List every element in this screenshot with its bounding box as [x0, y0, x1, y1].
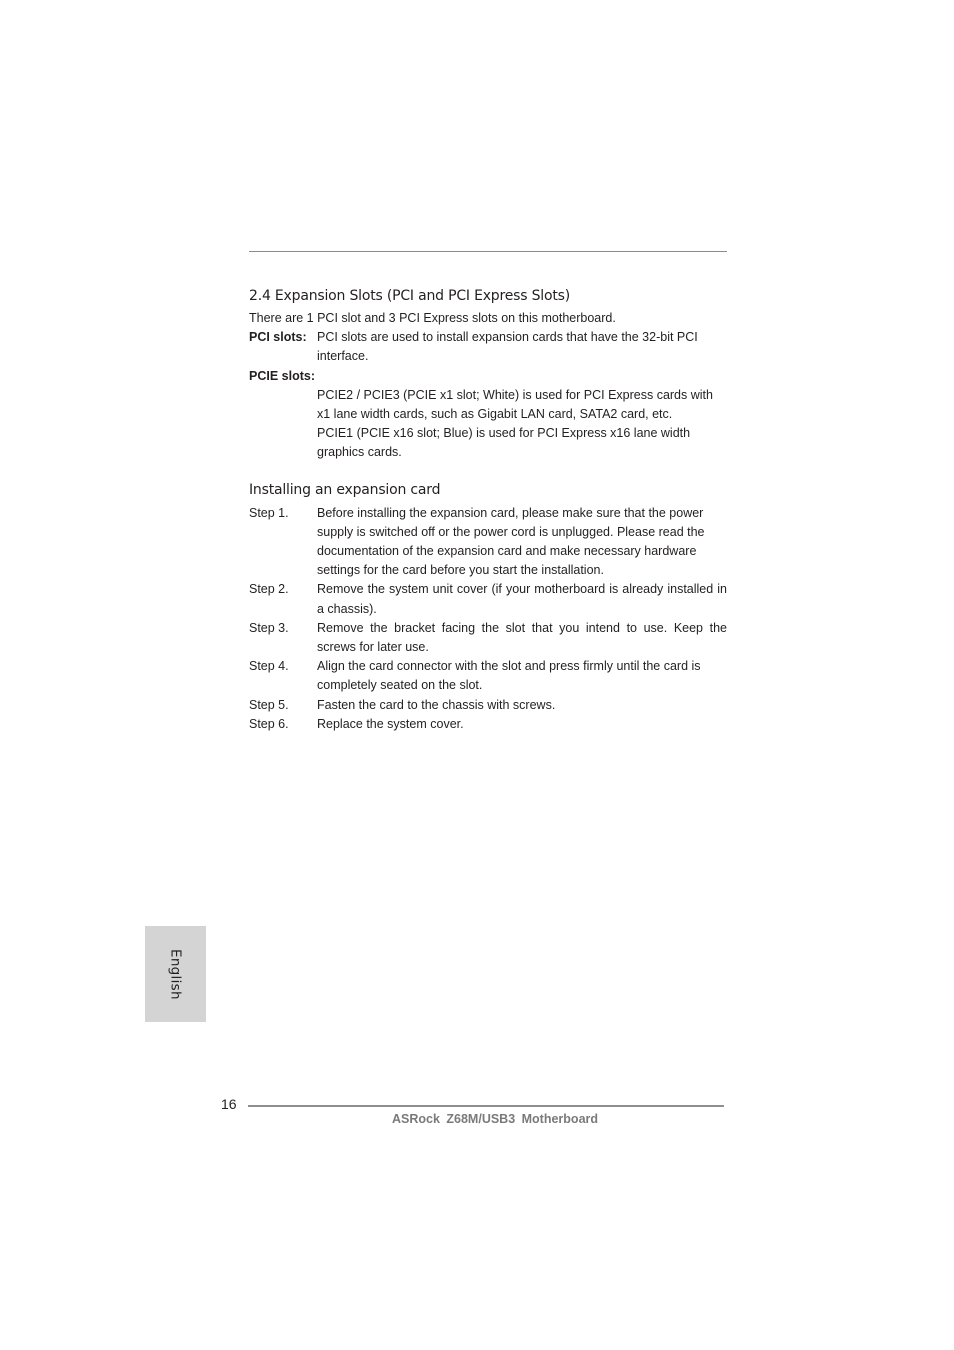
header-divider [249, 251, 727, 252]
step-label: Step 4. [249, 659, 289, 674]
pci-slots-definition [249, 328, 727, 366]
step-text: Remove the bracket facing the slot that you intend to use. Keep the screws for later use. [317, 620, 727, 655]
pci-slots-description: PCI slots are used to install expansion cards that have the 32-bit PCI interface. [317, 330, 698, 364]
step-label: Step 1. [249, 505, 289, 520]
language-tab [145, 926, 206, 1022]
footer-title: ASRock Z68M/USB3 Motherboard [391, 1112, 599, 1126]
install-step [249, 696, 727, 715]
pcie-slots-item-1: PCIE2 / PCIE3 (PCIE x1 slot; White) is used for PCI Express cards with x1 lane width cards, such as Gigabit LAN card, SATA2 card, etc. [317, 387, 713, 422]
install-step [249, 504, 727, 581]
step-text: Before installing the expansion card, please make sure that the power supply is switched off or the power cord is unplugged. Please read the documentation of the expansion card and make necessary hardware settings for the card before you start the installation. [317, 505, 705, 578]
section-intro: There are 1 PCI slot and 3 PCI Express slots on this motherboard. [249, 311, 616, 325]
step-text: Replace the system cover. [317, 716, 464, 731]
pcie-slots-term: PCIE slots: [249, 368, 315, 383]
language-label: English [167, 948, 184, 1000]
install-step [249, 715, 727, 734]
step-text: Fasten the card to the chassis with screws. [317, 697, 556, 712]
step-text: Align the card connector with the slot and press firmly until the card is completely seated on the slot. [317, 659, 701, 693]
install-step [249, 657, 727, 695]
pcie-slots-definition [249, 367, 727, 386]
step-label: Step 5. [249, 697, 289, 712]
pci-slots-term: PCI slots: [249, 330, 307, 345]
step-text: Remove the system unit cover (if your motherboard is already installed in a chassis). [317, 582, 727, 616]
step-label: Step 6. [249, 716, 289, 731]
step-label: Step 3. [249, 620, 289, 635]
footer-divider [248, 1105, 724, 1107]
page-content [249, 286, 727, 734]
step-label: Step 2. [249, 582, 289, 597]
section-heading: 2.4 Expansion Slots (PCI and PCI Express Slots) [249, 288, 570, 304]
install-step [249, 619, 727, 657]
pcie-slots-item-2: PCIE1 (PCIE x16 slot; Blue) is used for PCI Express x16 lane width graphics cards. [317, 426, 691, 460]
install-step [249, 580, 727, 618]
page-number: 16 [221, 1096, 237, 1112]
install-heading: Installing an expansion card [249, 481, 441, 498]
